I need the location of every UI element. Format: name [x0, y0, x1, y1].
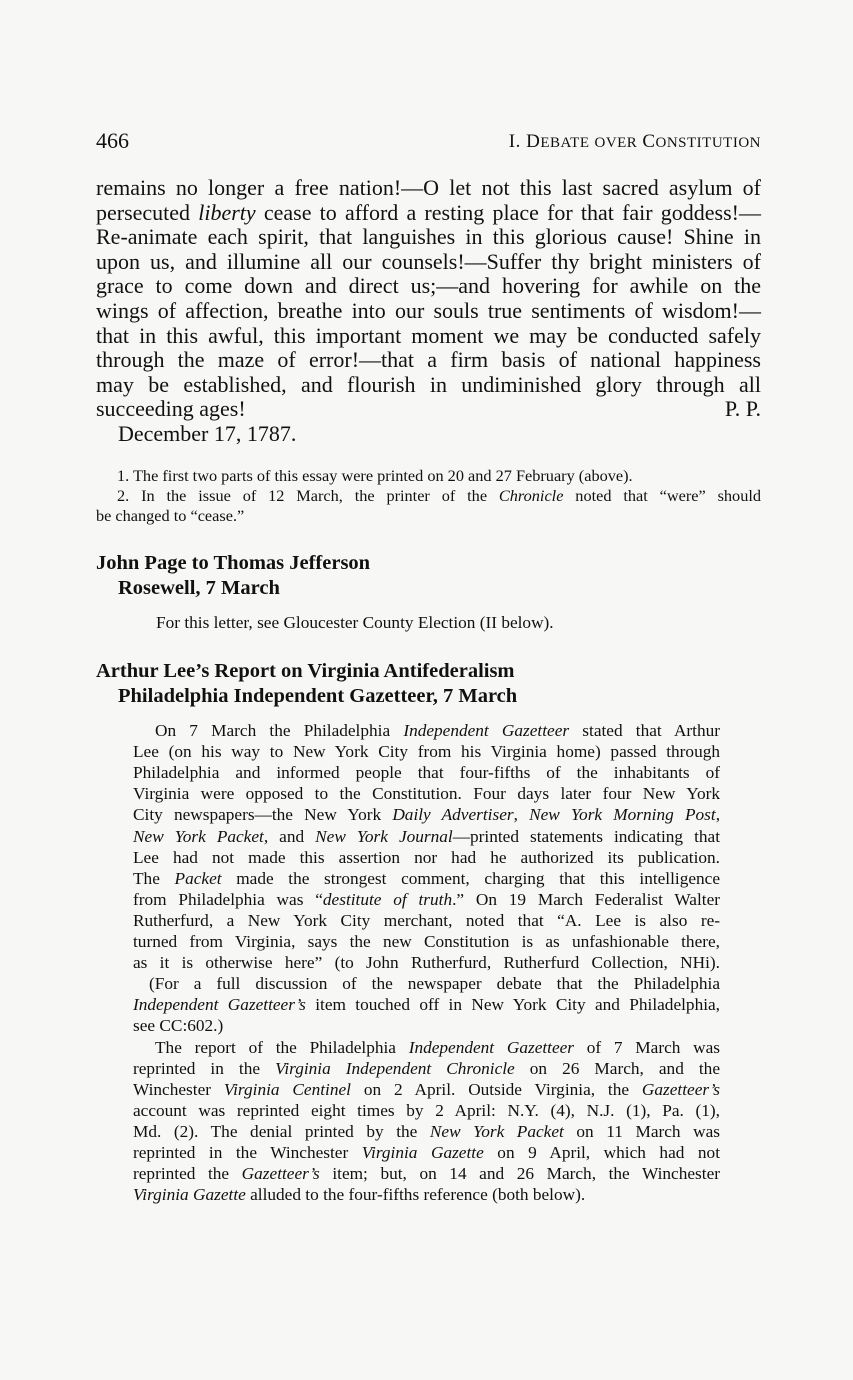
body-line: Independent Gazetteer’s item touched off in New York City and Philadelphia, — [133, 995, 720, 1015]
body-line: reprinted the Gazetteer’s item; but, on 14 and 26 March, the Winchester — [133, 1164, 720, 1184]
body-line: Lee (on his way to New York City from his Virginia home) passed through — [133, 742, 720, 762]
running-head-word: OVER — [594, 135, 638, 151]
running-head-word: DEBATE — [526, 131, 590, 152]
essay-line: that in this awful, this important moment we may be conducted safely — [96, 322, 761, 348]
body-line: Philadelphia and informed people that four-fifths of the inhabitants of — [133, 763, 720, 783]
body-line: Rutherfurd, a New York City merchant, noted that “A. Lee is also re- — [133, 910, 720, 930]
body-line: The Packet made the strongest comment, charging that this intelligence — [133, 868, 721, 888]
body-line: (For a full discussion of the newspaper debate that the Philadelphia — [149, 974, 720, 994]
body-line: from Philadelphia was “destitute of truth.” On 19 March Federalist Walter — [133, 889, 720, 909]
body-line: as it is otherwise here” (to John Rutherfurd, Rutherfurd Collection, NHi). — [133, 953, 720, 973]
body-line: reprinted in the Virginia Independent Chronicle on 26 March, and the — [133, 1058, 720, 1078]
essay-line: through the maze of error!—that a firm basis of national happiness — [96, 347, 761, 373]
signature: P. P. — [724, 396, 761, 422]
essay-last-line — [96, 397, 761, 422]
running-head — [509, 131, 761, 153]
essay-date: December 17, 1787. — [118, 421, 297, 446]
body-line: On 7 March the Philadelphia Independent Gazetteer stated that Arthur — [155, 721, 721, 740]
body-line: reprinted in the Winchester Virginia Gazette on 9 April, which had not — [133, 1143, 720, 1162]
body-line: see CC:602.) — [133, 1016, 224, 1036]
body-line: turned from Virginia, says the new Constitution is as unfashionable there, — [133, 932, 720, 951]
body-line: Virginia Gazette alluded to the four-fifths reference (both below). — [133, 1185, 586, 1205]
body-line: Winchester Virginia Centinel on 2 April. Outside Virginia, the Gazetteer’s — [133, 1079, 720, 1099]
essay-line: remains no longer a free nation!—O let not this last sacred asylum of — [96, 175, 761, 200]
body-line: account was reprinted eight times by 2 April: N.Y. (4), N.J. (1), Pa. (1), — [133, 1100, 720, 1120]
page-number: 466 — [96, 128, 129, 153]
section-subtitle: Rosewell, 7 March — [118, 577, 280, 599]
body-line: The report of the Philadelphia Independent Gazetteer of 7 March was — [155, 1037, 720, 1057]
essay-line: grace to come down and direct us;—and hovering for awhile on the — [96, 273, 761, 299]
body-line: New York Packet, and New York Journal—printed statements indicating that — [133, 826, 721, 846]
section-subtitle: Philadelphia Independent Gazetteer, 7 March — [118, 685, 518, 707]
body-line: Virginia were opposed to the Constitution. Four days later four New York — [133, 784, 720, 804]
body-line: Lee had not made this assertion nor had he authorized its publication. — [133, 847, 720, 867]
body-line: City newspapers—the New York Daily Advertiser, New York Morning Post, — [133, 805, 721, 825]
section-title: Arthur Lee’s Report on Virginia Antifederalism — [96, 660, 515, 682]
body-line: Md. (2). The denial printed by the New York Packet on 11 March was — [133, 1121, 720, 1141]
running-head-word: CONSTITUTION — [642, 131, 761, 152]
essay-line: may be established, and flourish in undiminished glory through all — [96, 371, 761, 397]
essay-line: wings of affection, breathe into our souls true sentiments of wisdom!— — [96, 298, 761, 323]
running-head-prefix: I. — [508, 131, 527, 152]
essay-line: persecuted liberty cease to afford a resting place for that fair goddess!— — [96, 199, 762, 225]
footnote-2-continued: be changed to “cease.” — [96, 506, 245, 525]
section-note: For this letter, see Gloucester County Election (II below). — [156, 613, 554, 632]
footnote-1: 1. The first two parts of this essay were printed on 20 and 27 February (above). — [117, 466, 633, 485]
section-title: John Page to Thomas Jefferson — [96, 552, 371, 574]
essay-last-text: succeeding ages! — [96, 396, 246, 422]
essay-line: upon us, and illumine all our counsels!—Suffer thy bright ministers of — [96, 248, 761, 274]
footnote-2: 2. In the issue of 12 March, the printer of the Chronicle noted that “were” should — [117, 486, 761, 505]
essay-line: Re-animate each spirit, that languishes in this glorious cause! Shine in — [96, 224, 761, 250]
